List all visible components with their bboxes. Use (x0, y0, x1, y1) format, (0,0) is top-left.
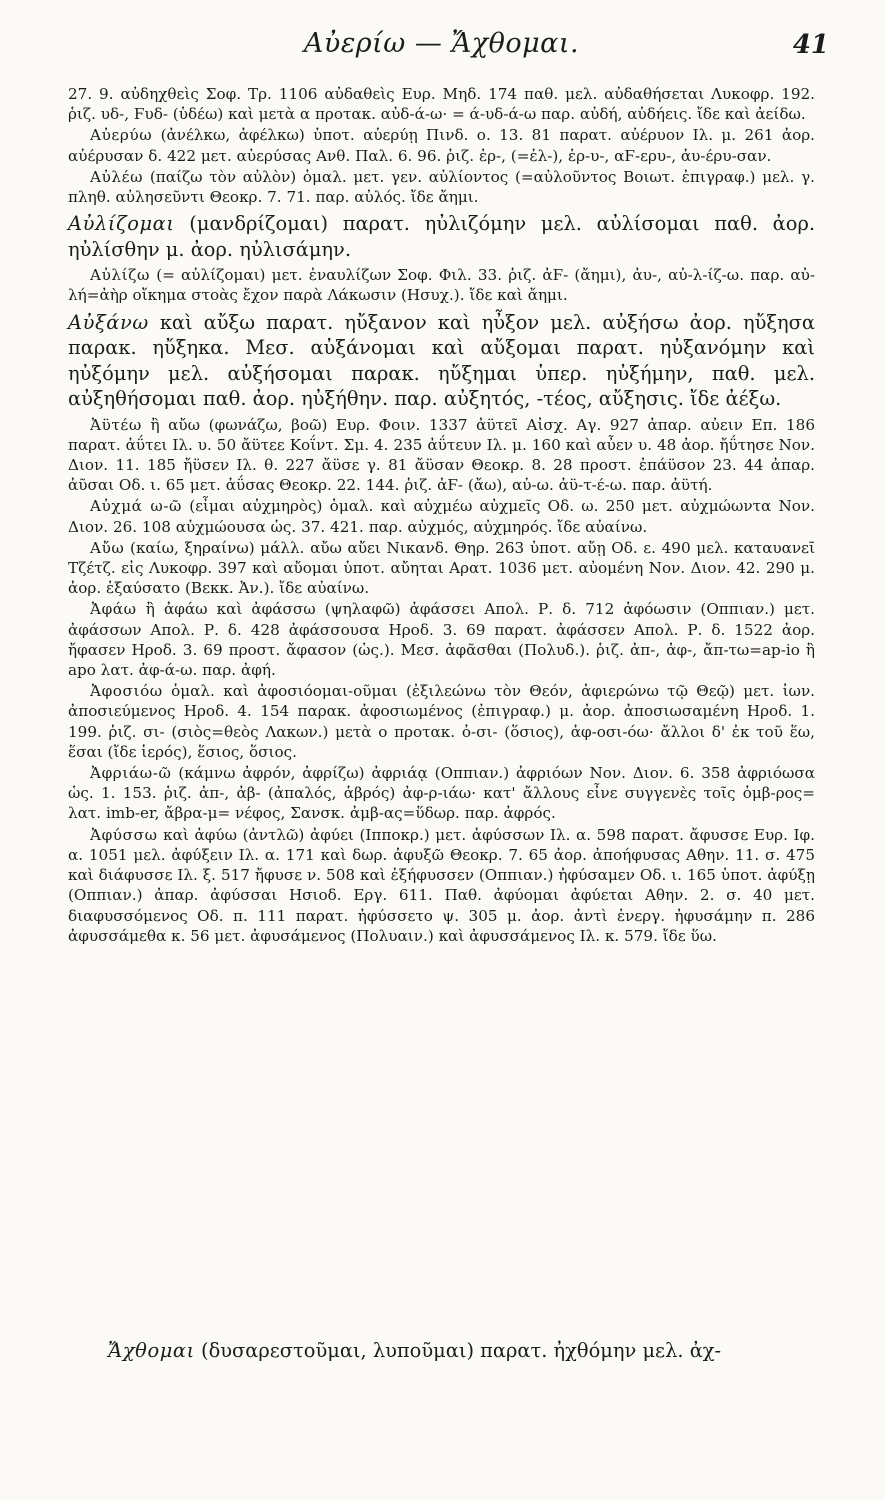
entry-auteo (68, 415, 815, 496)
entry-aulizomai (68, 211, 815, 262)
entry-headword: Ἄχθομαι (108, 1339, 195, 1362)
entry-aphao (68, 599, 815, 680)
entry-text: (εἶμαι αὐχμηρὸς) ὁμαλ. καὶ αὐχμέω αὐχμεῖς Οδ. ω. 250 μετ. αὐχμώωντα Νον. Διον. 26. 108 αὐχμώουσα ὡς. 37. 421. παρ. αὐχμός, αὐχμηρός. ἴδε αὐαίνω. (68, 497, 815, 536)
entry-headword: Αὐλίζω (90, 266, 150, 285)
entry-headword: Αὐλέω (90, 167, 144, 186)
entry-aphosioo (68, 681, 815, 762)
entry-headword: Ἀφύσσω (90, 825, 158, 844)
entry-auo (68, 538, 815, 599)
page-header (68, 22, 829, 74)
entry-text: (μανδρίζομαι) παρατ. ηὐλιζόμην μελ. αὐλίσομαι παθ. ἀορ. ηὐλίσθην μ. ἀορ. ηὐλισάμην. (68, 212, 816, 261)
entry-text: ἢ ἀφάω καὶ ἀφάσσω (ψηλαφῶ) ἀφάσσει Απολ. Ρ. δ. 712 ἀφόωσιν (Οππιαν.) μετ. ἀφάσσων Απολ. Ρ. δ. 428 ἀφάσσουσα Ηροδ. 3. 69 παρατ. ἀφάσσεν Απολ. Ρ. δ. 1522 ἀορ. ἤφασεν Ηροδ. 3. 69 προστ. ἄφασον (ὡς.). Μεσ. ἀφᾶσθαι (Πολυδ.). ῥιζ. ἀπ-, ἀφ-, ἄπ-τω=ap-io ἢ apo λατ. ἀφ-ά-ω. παρ. ἀφή. (68, 600, 816, 680)
entry-text: ὁμαλ. καὶ ἀφοσιόομαι-οῦμαι (ἐξιλεώνω τὸν Θεόν, ἀφιερώνω τῷ Θεῷ) μετ. ἰων. ἀποσιεύμενος Ηροδ. 4. 154 παρακ. ἀφοσιωμένος (ἐπιγραφ.) μ. ἀορ. ἀποσιωσαμένη Ηροδ. 1. 199. ῥιζ. σι- (σιὸς=θεὸς Λακων.) μετὰ ο προτακ. ὀ-σι- (ὅσιος), ἀφ-οσι-όω· ἄλλοι δ' ἐκ τοῦ ἕω, ἕσαι (ἴδε ἱερός), ἕσιος, ὅσιος. (68, 682, 816, 761)
entry-headword: Αὐξάνω (68, 310, 149, 334)
running-title: Αὐερίω — Ἄχθομαι. (303, 28, 580, 59)
entry-aulizo (68, 265, 815, 305)
entry-headword: Αὔω (90, 538, 125, 557)
entry-aphriao (68, 763, 815, 824)
entry-text: (καίω, ξηραίνω) μάλλ. αὔω αὔει Νικανδ. Θηρ. 263 ὑποτ. αὔῃ Οδ. ε. 490 μελ. καταυανεῖ Τζέτζ. εἰς Λυκοφρ. 397 καὶ αὔομαι ὑποτ. αὔηται Αρατ. 1036 μετ. αὐομένη Νον. Διον. 42. 290 μ. ἀορ. ἐξαύσατο (Βεκκ. Ἀν.). ἴδε αὐαίνω. (68, 538, 815, 598)
entry-auchmao (68, 496, 815, 536)
entry-text: (κάμνω ἀφρόν, ἀφρίζω) ἀφριάᾳ (Οππιαν.) ἀφριόων Νον. Διον. 6. 358 ἀφριόωσα ὡς. 1. 153. ῥιζ. ἀπ-, ἀβ- (ἀπαλός, ἁβρός) ἀφ-ρ-ιάω· κατ' ἄλλους εἶνε συγγενὲς τοῖς ὀμβ-ρος= λατ. imb-er, ἄβρα-μ= νέφος, Σανσκ. ἀμβ-ας=ὕδωρ. παρ. ἀφρός. (68, 764, 816, 823)
page-number: 41 (792, 30, 829, 60)
entry-text: (= αὐλίζομαι) μετ. ἐναυλίζων Σοφ. Φιλ. 33. ῥιζ. ἀϜ- (ἄημι), ἀυ-, αὐ-λ-ίζ-ω. παρ. αὐ-λή=ἀὴρ οἴκημα στοὰς ἔχον παρὰ Λάκωσιν (Ησυχ.). ἴδε καὶ ἄημι. (68, 266, 815, 305)
entry-headword: Ἀϋτέω (90, 415, 142, 434)
entries-list (68, 84, 815, 946)
entry-headword: Αὐλίζομαι (68, 212, 175, 236)
entry-continuation: 27. 9. αὐδηχθεὶς Σοφ. Τρ. 1106 αὐδαθεὶς Ευρ. Μηδ. 174 παθ. μελ. αὐδαθήσεται Λυκοφρ. 192. ῥιζ. υδ-, Ϝυδ- (ὑδέω) καὶ μετὰ α προτακ. αὐδ-ά-ω· = ά-υδ-ά-ω παρ. αὐδή, αὐδήεις. ἴδε καὶ ἀείδω. (68, 85, 815, 124)
entry-text: (παίζω τὸν αὐλὸν) ὁμαλ. μετ. γεν. αὐλίοντος (=αὐλοῦντος Βοιωτ. ἐπιγραφ.) μελ. γ. πληθ. αὐλησεῦντι Θεοκρ. 7. 71. παρ. αὐλός. ἴδε ἄημι. (68, 167, 816, 207)
entry-text: (δυσαρεστοῦμαι, λυποῦμαι) παρατ. ἠχθόμην μελ. ἀχ- (201, 1339, 722, 1362)
entry-text: καὶ ἀφύω (ἀντλῶ) ἀφύει (Ιπποκρ.) μετ. ἀφύσσων Ιλ. α. 598 παρατ. ἄφυσσε Ευρ. Ιφ. α. 1051 μελ. ἀφύξειν Ιλ. α. 171 καὶ δωρ. ἀφυξῶ Θεοκρ. 7. 65 ἀορ. ἀποήφυσας Αθην. 11. σ. 475 καὶ διάφυσσε Ιλ. ξ. 517 ἤφυσε ν. 508 καὶ ἐξήφυσσεν (Οππιαν.) ἠφύσαμεν Οδ. ι. 165 ὑποτ. ἀφύξῃ (Οππιαν.) ἀπαρ. ἀφύσσαι Ησιοδ. Εργ. 611. Παθ. ἀφύομαι ἀφύεται Αθην. 2. σ. 40 μετ. διαφυσσόμενος Οδ. π. 111 παρατ. ἠφύσσετο ψ. 305 μ. ἀορ. ἀντὶ ἐνεργ. ἠφυσάμην π. 286 ἀφυσσάμεθα κ. 56 μετ. ἀφυσάμενος (Πολυαιν.) καὶ ἀφυσσάμενος Ιλ. κ. 579. ἴδε ὕω. (68, 825, 815, 945)
entry-auleo (68, 167, 815, 207)
entry-headword: Ἀφοσιόω (90, 682, 163, 701)
entry-headword: Ἀφριάω-ῶ (90, 764, 172, 783)
entry-aphysso (68, 825, 815, 946)
entry-text: καὶ αὔξω παρατ. ηὔξανον καὶ ηὖξον μελ. αὐξήσω ἀορ. ηὔξησα παρακ. ηὔξηκα. Μεσ. αὐξάνομαι καὶ αὔξομαι παρατ. ηὐξανόμην καὶ ηὐξόμην μελ. αὐξήσομαι παρακ. ηὔξημαι ὑπερ. ηὐξήμην, παθ. μελ. αὐξηθήσομαι παθ. ἀορ. ηὐξήθην. παρ. αὐξητός, -τέος, αὔξησις. ἴδε ἀέξω. (68, 310, 816, 411)
entry-achthomai (108, 1338, 830, 1363)
entry-headword: Αὐχμά ω-ῶ (90, 497, 183, 516)
entry-auxano (68, 310, 815, 412)
entry-headword: Ἀφάω (90, 600, 137, 619)
entry-text: ἢ αὔω (φωνάζω, βοῶ) Ευρ. Φοιν. 1337 ἀϋτεῖ Αἰσχ. Αγ. 927 ἀπαρ. αὐειν Επ. 186 παρατ. ἀΰτει Ιλ. υ. 50 ἄϋτεε Κοΐντ. Σμ. 4. 235 ἀΰτευν Ιλ. μ. 160 καὶ αὖεν υ. 48 ἀορ. ἤΰτησε Νον. Διον. 11. 185 ἤϋσεν Ιλ. θ. 227 ἄϋσε γ. 81 ἄϋσαν Θεοκρ. 8. 28 προστ. ἐπάϋσον 23. 44 ἀπαρ. ἀῦσαι Οδ. ι. 65 μετ. ἀΰσας Θεοκρ. 22. 144. ῥιζ. ἀϜ- (ἄω), αὐ-ω. ἀϋ-τ-έ-ω. παρ. ἀϋτή. (68, 415, 815, 495)
entry-text: (ἀνέλκω, ἀφέλκω) ὑποτ. αὐερύῃ Πινδ. ο. 13. 81 παρατ. αὐέρυον Ιλ. μ. 261 ἀορ. αὐέρυσαν δ. 422 μετ. αὐερύσας Ανθ. Παλ. 6. 96. ῥιζ. ἐρ-, (=ἐλ-), ἐρ-υ-, αϜ-ερυ-, ἀυ-έρυ-σαν. (68, 126, 816, 165)
entry-headword: Αὐερύω (90, 126, 153, 145)
entry-auerio (68, 125, 815, 165)
